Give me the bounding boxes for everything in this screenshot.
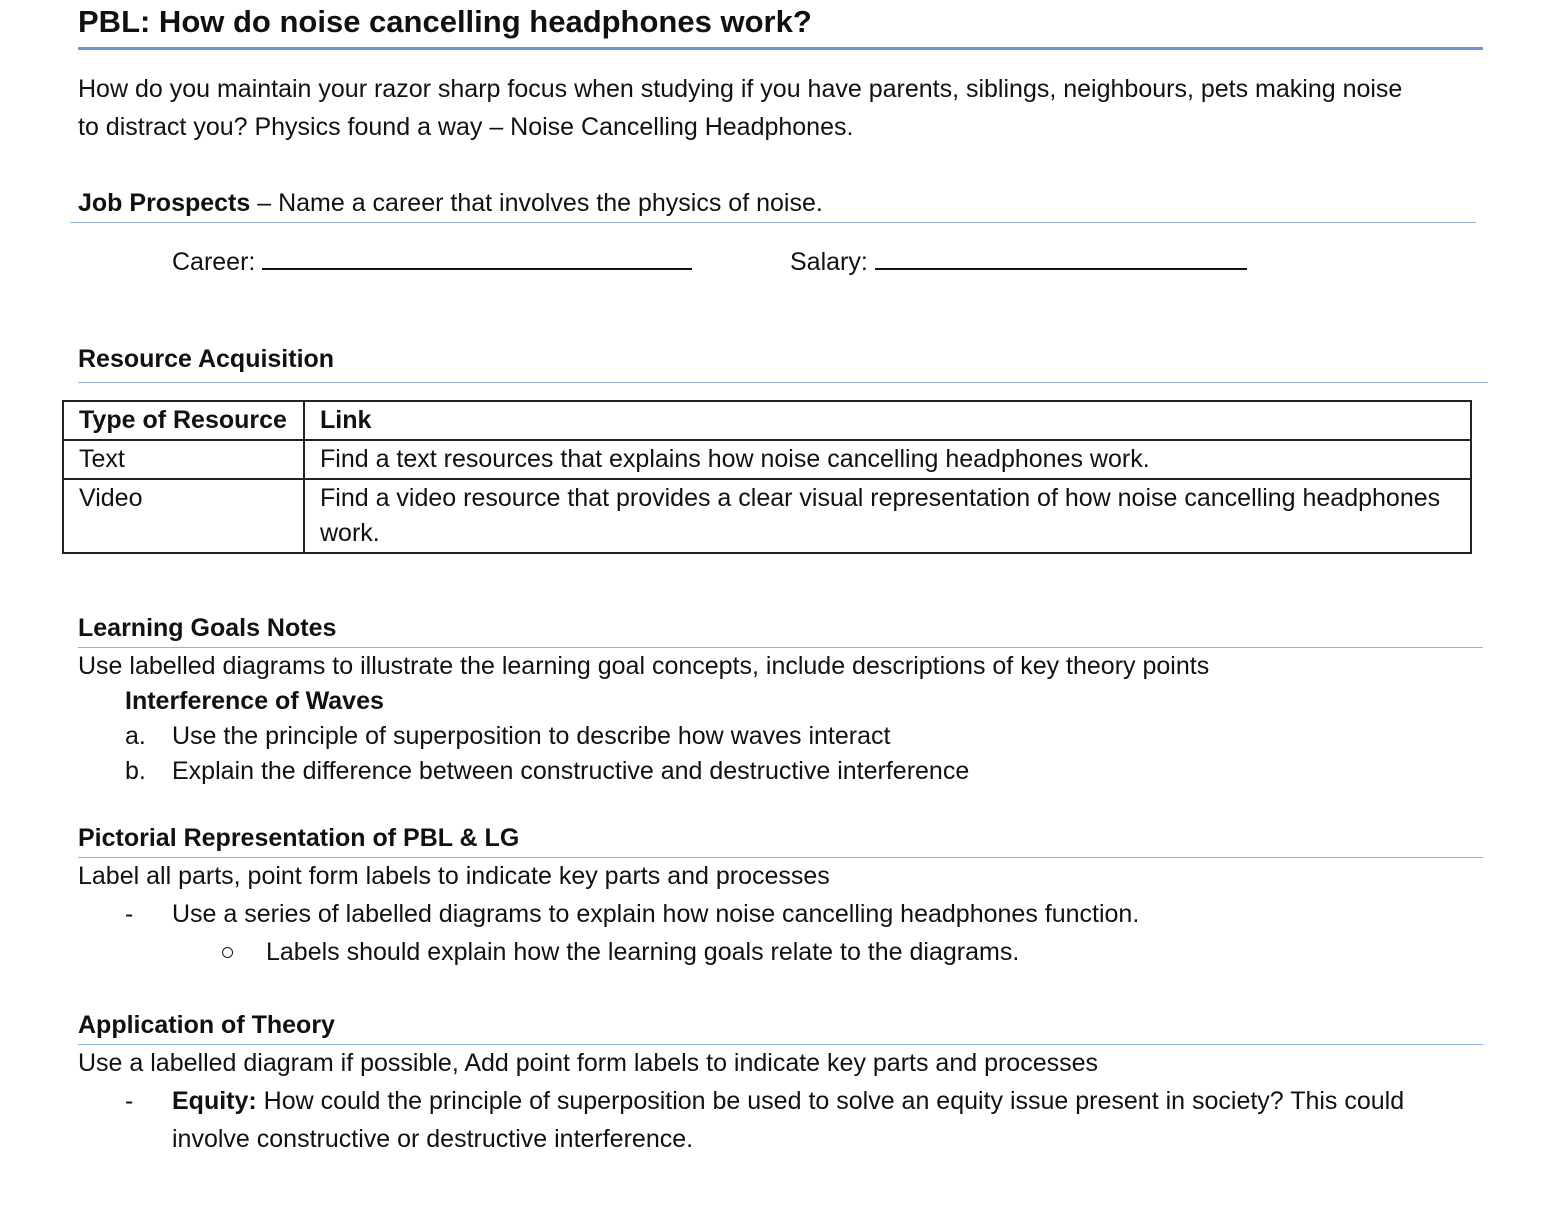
application-instruction: Use a labelled diagram if possible, Add point form labels to indicate key parts and processes (78, 1049, 1099, 1077)
page-title: PBL: How do noise cancelling headphones work? (78, 4, 812, 39)
bullet-marker: - (125, 1087, 134, 1115)
application-heading: Application of Theory (78, 1011, 335, 1039)
resource-type-cell: Video (63, 479, 304, 553)
intro-line-1: How do you maintain your razor sharp focus when studying if you have parents, siblings, neighbours, pets making noise (78, 75, 1403, 103)
table-header-row (63, 401, 1471, 440)
list-marker: b. (125, 757, 146, 785)
learning-heading: Learning Goals Notes (78, 614, 337, 642)
career-label: Career: (172, 248, 256, 276)
pictorial-instruction: Label all parts, point form labels to indicate key parts and processes (78, 862, 830, 890)
salary-input-line[interactable] (875, 246, 1247, 270)
list-marker: a. (125, 722, 146, 750)
title-rule (78, 47, 1483, 50)
resource-link-cell: Find a text resources that explains how noise cancelling headphones work. (304, 440, 1471, 479)
bullet-marker: - (125, 900, 134, 928)
table-row (63, 440, 1471, 479)
circle-bullet-icon: ○ (220, 938, 236, 966)
job-prospects-line (78, 184, 823, 222)
table-row (63, 479, 1471, 553)
career-input-line[interactable] (262, 246, 692, 270)
equity-line-1 (172, 1082, 1404, 1120)
resource-heading: Resource Acquisition (78, 345, 335, 373)
pictorial-heading: Pictorial Representation of PBL & LG (78, 824, 520, 852)
list-item-text: Use the principle of superposition to describe how waves interact (172, 722, 891, 750)
equity-label: Equity: (172, 1087, 257, 1115)
list-item-text: Explain the difference between constructive and destructive interference (172, 757, 970, 785)
pictorial-sub-bullet: Labels should explain how the learning goals relate to the diagrams. (266, 938, 1020, 966)
career-field (172, 243, 692, 281)
job-rule (70, 222, 1476, 223)
learning-subheading: Interference of Waves (125, 687, 384, 715)
resource-rule (78, 382, 1488, 383)
table-header-link: Link (304, 401, 1471, 440)
table-header-type: Type of Resource (63, 401, 304, 440)
resource-link-cell: Find a video resource that provides a clear visual representation of how noise cancelling headphones work. (304, 479, 1471, 553)
list-item (125, 717, 890, 755)
equity-text: How could the principle of superposition be used to solve an equity issue present in society? This could (256, 1087, 1405, 1115)
resource-table (62, 400, 1472, 554)
resource-type-cell: Text (63, 440, 304, 479)
salary-label: Salary: (790, 248, 868, 276)
list-item (125, 752, 969, 790)
learning-instruction: Use labelled diagrams to illustrate the learning goal concepts, include descriptions of key theory points (78, 652, 1210, 680)
job-prospects-text: – Name a career that involves the physics of noise. (250, 189, 823, 217)
pictorial-bullet: Use a series of labelled diagrams to explain how noise cancelling headphones function. (172, 900, 1140, 928)
job-prospects-heading: Job Prospects (78, 189, 251, 217)
equity-line-2: involve constructive or destructive interference. (172, 1125, 694, 1153)
intro-line-2: to distract you? Physics found a way – Noise Cancelling Headphones. (78, 113, 854, 141)
salary-field (790, 243, 1247, 281)
